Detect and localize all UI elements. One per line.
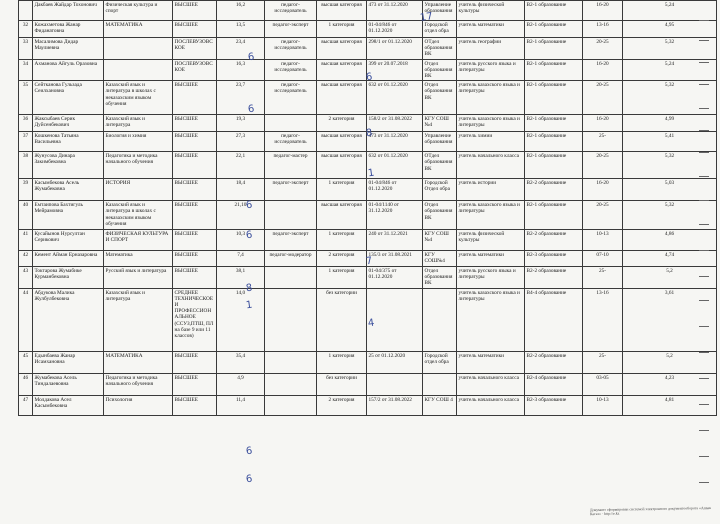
qualification: педагог-исследователь (265, 38, 317, 60)
position: учитель казахского языка и литературы (457, 288, 525, 351)
teacher-name: Жаксыбаев Серик Дуйсенбекович (33, 115, 104, 132)
category: без категории (317, 288, 367, 351)
experience-years: 11,4 (217, 395, 265, 415)
order-number: 01-04/846 от 01.12.2020 (367, 21, 423, 38)
issuing-body: ОТдел образования ВК (423, 152, 457, 179)
coefficient: 5,2 (623, 266, 717, 288)
issuing-body (423, 373, 457, 395)
row-number: 33 (19, 38, 33, 60)
specialty: Биология и химия (104, 132, 173, 152)
specialty: ИСТОРИЯ (104, 179, 173, 201)
experience-years: 18,4 (217, 179, 265, 201)
qualification (265, 201, 317, 230)
issuing-body: КГУ СОШ№4 (423, 251, 457, 266)
order-number: 632 от 01.12.2020 (367, 152, 423, 179)
position: учитель начального класса (457, 395, 525, 415)
education-level: ВЫСШЕЕ (173, 115, 217, 132)
handwritten-mark: 6 (365, 71, 374, 84)
experience-years: 16,2 (217, 1, 265, 21)
position: учитель математики (457, 21, 525, 38)
table-row (19, 373, 717, 395)
education-grade: В4-4 образование (525, 288, 583, 351)
qualification (265, 351, 317, 373)
qualification (265, 373, 317, 395)
order-number: 01-04/375 от 01.12.2020 (367, 266, 423, 288)
row-number: 39 (19, 179, 33, 201)
hours-range: 25- (583, 132, 623, 152)
teacher-name: Кемент Айман Ерназаровна (33, 251, 104, 266)
category: 2 категория (317, 395, 367, 415)
issuing-body: Городской Отдел обра (423, 179, 457, 201)
education-grade: В2-2 образование (525, 230, 583, 251)
issuing-body (423, 288, 457, 351)
category: 2 категория (317, 251, 367, 266)
table-row (19, 38, 717, 60)
order-number: 399 от 20.07.2018 (367, 59, 423, 81)
education-level: ВЫСШЕЕ (173, 1, 217, 21)
row-number: 42 (19, 251, 33, 266)
hours-range: 13-16 (583, 288, 623, 351)
teacher-name: Масалимова Дидар Маулиевна (33, 38, 104, 60)
issuing-body: Управление образования (423, 132, 457, 152)
education-level: ВЫСШЕЕ (173, 132, 217, 152)
experience-years: 21,10 (217, 201, 265, 230)
education-level: ВЫСШЕЕ (173, 395, 217, 415)
row-number: 38 (19, 152, 33, 179)
experience-years: 35,4 (217, 351, 265, 373)
qualification: педагог-исследователь (265, 1, 317, 21)
issuing-body: Городской отдел обра (423, 351, 457, 373)
table-row (19, 201, 717, 230)
category: высшая категория (317, 38, 367, 60)
hours-range: 10-13 (583, 230, 623, 251)
issuing-body: Городской отдел обра (423, 21, 457, 38)
handwritten-mark: 6 (245, 229, 254, 242)
hours-range: 10-13 (583, 395, 623, 415)
qualification: педагог-исследователь (265, 81, 317, 115)
hours-range: 20-25 (583, 201, 623, 230)
table-body (19, 1, 717, 416)
hours-range: 25- (583, 351, 623, 373)
table-row (19, 81, 717, 115)
coefficient: 5,24 (623, 59, 717, 81)
handwritten-mark: 17 (419, 11, 434, 24)
hours-range: 13-16 (583, 21, 623, 38)
education-grade: В2-1 образование (525, 21, 583, 38)
row-number: 43 (19, 266, 33, 288)
issuing-body: Отдел образования ВК (423, 201, 457, 230)
education-grade: В2-1 образование (525, 152, 583, 179)
coefficient: 4,81 (623, 395, 717, 415)
teacher-name: Молдакова Асел Касымбековна (33, 395, 104, 415)
order-number: 240 от 31.12.2021 (367, 230, 423, 251)
specialty: Психология (104, 395, 173, 415)
coefficient: 4,86 (623, 230, 717, 251)
row-number: 47 (19, 395, 33, 415)
hours-range: 20-25 (583, 81, 623, 115)
qualification: педагог-мастер (265, 152, 317, 179)
table-row (19, 1, 717, 21)
scan-edge-marks (697, 0, 711, 524)
coefficient: 5,41 (623, 132, 717, 152)
teacher-name: Сейтканова Гульзада Сеилхановна (33, 81, 104, 115)
issuing-body: КГУ СОШ 4 (423, 395, 457, 415)
teacher-name: Абдукова Малика Жулбулбековна (33, 288, 104, 351)
position: учитель математики (457, 251, 525, 266)
handwritten-mark: 1 (367, 167, 376, 180)
category: высшая категория (317, 81, 367, 115)
teacher-name: Кожахметова Жанар Фиданатовна (33, 21, 104, 38)
handwritten-mark: 6 (247, 51, 256, 64)
coefficient: 5,32 (623, 201, 717, 230)
position: учитель начального класса (457, 152, 525, 179)
position: учитель географии (457, 38, 525, 60)
position: учитель казахского языка и литературы (457, 115, 525, 132)
coefficient: 3,61 (623, 288, 717, 351)
position: учитель начального класса (457, 373, 525, 395)
specialty (104, 38, 173, 60)
coefficient: 5,32 (623, 152, 717, 179)
handwritten-mark: 7 (365, 255, 374, 268)
specialty: Казахский язык и литература (104, 115, 173, 132)
education-grade: В2-1 образование (525, 81, 583, 115)
hours-range: 20-25 (583, 38, 623, 60)
category: без категории (317, 373, 367, 395)
qualification (265, 288, 317, 351)
row-number: 40 (19, 201, 33, 230)
experience-years: 4,9 (217, 373, 265, 395)
experience-years: 10,3 (217, 230, 265, 251)
experience-years: 22,1 (217, 152, 265, 179)
qualification (265, 266, 317, 288)
position: учитель казахского языка и литературы (457, 201, 525, 230)
education-grade: В2-4 образование (525, 373, 583, 395)
position: учитель истории (457, 179, 525, 201)
teacher-name: Дакбаев Жайдар Тохонович (33, 1, 104, 21)
coefficient: 5,32 (623, 81, 717, 115)
position: учитель русского языка и литературы (457, 59, 525, 81)
education-grade: В2-3 образование (525, 251, 583, 266)
education-grade: В2-1 образование (525, 115, 583, 132)
education-level: ВЫСШЕЕ (173, 81, 217, 115)
order-number: 158/2 от 31.08.2022 (367, 115, 423, 132)
teacher-name: Касымбекова Асель Жумабековна (33, 179, 104, 201)
position: учитель физической культуры (457, 230, 525, 251)
hours-range: 07-10 (583, 251, 623, 266)
category: высшая категория (317, 152, 367, 179)
hours-range: 16-20 (583, 179, 623, 201)
qualification: педагог-эксперт (265, 21, 317, 38)
experience-years: 27,3 (217, 132, 265, 152)
handwritten-mark: 4 (367, 317, 376, 330)
issuing-body: КГУ СОШ №4 (423, 115, 457, 132)
hours-range: 16-20 (583, 1, 623, 21)
teacher-name: Кусайынов Нурсултан Серикович (33, 230, 104, 251)
teacher-name: Едынбаева Жанар Исамхановна (33, 351, 104, 373)
specialty: Педагогика и методика начального обучения (104, 152, 173, 179)
coefficient: 4,95 (623, 21, 717, 38)
table-row (19, 21, 717, 38)
education-grade: В2-1 образование (525, 59, 583, 81)
teacher-name: Кошкенова Татьяна Васильевна (33, 132, 104, 152)
education-grade: В2-1 образование (525, 201, 583, 230)
category: 1 категория (317, 21, 367, 38)
row-number (19, 1, 33, 21)
position: учитель математики (457, 351, 525, 373)
education-level: ПОСЛЕВУЗОВСКОЕ (173, 38, 217, 60)
experience-years: 13,5 (217, 21, 265, 38)
teacher-name: Жунусова Динара Закимбековна (33, 152, 104, 179)
education-grade: В2-2 образование (525, 266, 583, 288)
issuing-body: Отдел образования ВК (423, 59, 457, 81)
handwritten-mark: 6 (245, 445, 254, 458)
order-number: 157/2 от 31.08.2022 (367, 395, 423, 415)
education-level: ВЫСШЕЕ (173, 152, 217, 179)
coefficient: 5,2 (623, 351, 717, 373)
teacher-name: Емтаипова Бахтигуль Мейрамовна (33, 201, 104, 230)
row-number: 41 (19, 230, 33, 251)
experience-years: 23,4 (217, 38, 265, 60)
education-level: ВЫСШЕЕ (173, 266, 217, 288)
education-level: ВЫСШЕЕ (173, 179, 217, 201)
hours-range: 20-25 (583, 152, 623, 179)
order-number (367, 288, 423, 351)
row-number: 46 (19, 373, 33, 395)
specialty: Казахский язык и литература в школах с неказахским языком обучения (104, 201, 173, 230)
experience-years: 7,4 (217, 251, 265, 266)
experience-years: 14,0 (217, 288, 265, 351)
education-level: ВЫСШЕЕ (173, 351, 217, 373)
education-level: ВЫСШЕЕ (173, 21, 217, 38)
category: высшая категория (317, 59, 367, 81)
category: высшая категория (317, 1, 367, 21)
order-number: 298/1 от 01.12.2020 (367, 38, 423, 60)
issuing-body: КГУ СОШ №4 (423, 230, 457, 251)
qualification (265, 115, 317, 132)
handwritten-mark: 6 (247, 103, 256, 116)
qualification: педагог-исследователь (265, 132, 317, 152)
experience-years: 23,7 (217, 81, 265, 115)
education-level: ВЫСШЕЕ (173, 373, 217, 395)
education-grade: В2-3 образование (525, 395, 583, 415)
education-grade: В2-1 образование (525, 132, 583, 152)
coefficient: 5,03 (623, 179, 717, 201)
order-number: 135/3 от 31.08.2021 (367, 251, 423, 266)
experience-years: 19,3 (217, 115, 265, 132)
teacher-name: Жумабекова Асель Тиндалаевовна (33, 373, 104, 395)
coefficient: 4,23 (623, 373, 717, 395)
handwritten-mark: 1 (245, 299, 254, 312)
position: учитель физической культуры (457, 1, 525, 21)
handwritten-mark: 8 (365, 127, 374, 140)
table-row (19, 395, 717, 415)
education-level: ВЫСШЕЕ (173, 251, 217, 266)
qualification: педагог-модератор (265, 251, 317, 266)
table-row (19, 179, 717, 201)
education-grade: В2-2 образование (525, 351, 583, 373)
hours-range: 03-05 (583, 373, 623, 395)
issuing-body: Управление образования (423, 1, 457, 21)
experience-years: 16,3 (217, 59, 265, 81)
qualification: педагог-эксперт (265, 179, 317, 201)
coefficient: 4,99 (623, 115, 717, 132)
experience-years: 38,1 (217, 266, 265, 288)
teacher-name: Токтарова Жумабике Курманбековна (33, 266, 104, 288)
qualification: педагог-эксперт (265, 230, 317, 251)
row-number: 36 (19, 115, 33, 132)
specialty: Казахский язык и литература (104, 288, 173, 351)
hours-range: 16-20 (583, 59, 623, 81)
specialty: МАТЕМАТИКА (104, 21, 173, 38)
hours-range: 16-20 (583, 115, 623, 132)
category: 1 категория (317, 351, 367, 373)
education-level: ВЫСШЕЕ (173, 230, 217, 251)
order-number: 473 от 31.12.2020 (367, 1, 423, 21)
order-number: 632 от 01.12.2020 (367, 81, 423, 115)
education-level: ПОСЛЕВУЗОВСКОЕ (173, 59, 217, 81)
order-number (367, 373, 423, 395)
order-number: 25 от 01.12.2020 (367, 351, 423, 373)
qualification: педагог-исследователь (265, 59, 317, 81)
issuing-body: Отдел образования ВК (423, 81, 457, 115)
issuing-body: Отдел образования ВК (423, 266, 457, 288)
row-number: 34 (19, 59, 33, 81)
row-number: 32 (19, 21, 33, 38)
staff-table (18, 0, 717, 416)
row-number: 35 (19, 81, 33, 115)
coefficient: 5,24 (623, 1, 717, 21)
specialty: Русский язык и литература (104, 266, 173, 288)
specialty: МАТЕМАТИКА (104, 351, 173, 373)
table-row (19, 230, 717, 251)
specialty: ФИЗИЧЕСКАЯ КУЛЬТУРА И СПОРТ (104, 230, 173, 251)
handwritten-mark: 6 (245, 199, 254, 212)
education-grade: В2-1 образование (525, 38, 583, 60)
hours-range: 25- (583, 266, 623, 288)
table-row (19, 351, 717, 373)
position: учитель химии (457, 132, 525, 152)
specialty: Физическая культура и спорт (104, 1, 173, 21)
row-number: 45 (19, 351, 33, 373)
category: 1 категория (317, 266, 367, 288)
category: 2 категория (317, 115, 367, 132)
issuing-body: ОТдел образования ВК (423, 38, 457, 60)
order-number: 473 от 31.12.2020 (367, 132, 423, 152)
table-row (19, 266, 717, 288)
order-number: 01-04/846 от 01.12.2020 (367, 179, 423, 201)
specialty: Педагогика и методика начального обучения (104, 373, 173, 395)
handwritten-mark: 6 (245, 473, 254, 486)
teacher-name: Ахманова Айгуль Оразовна (33, 59, 104, 81)
qualification (265, 395, 317, 415)
education-level: СРЕДНЕЕ ТЕХНИЧЕСКОЕ И ПРОФЕССИОНАЛЬНОЕ (ССУЗ,ПТШ, ПЛ на базе 9 или 11 классов) (173, 288, 217, 351)
position: учитель русского языка и литературы (457, 266, 525, 288)
category: высшая категория (317, 201, 367, 230)
position: учитель казахского языка и литературы (457, 81, 525, 115)
category: 1 категория (317, 230, 367, 251)
education-grade: В2-1 образование (525, 1, 583, 21)
education-grade: В2-2 образование (525, 179, 583, 201)
coefficient: 4,74 (623, 251, 717, 266)
handwritten-mark: 8 (245, 282, 254, 295)
specialty: Казахский язык и литература в школах с неказахским языком обучения (104, 81, 173, 115)
coefficient: 5,32 (623, 38, 717, 60)
document-footer: Документ сформирован системой электронного документооборота «Ашык Кагаз» · http://e.kz (589, 506, 712, 517)
specialty: Математика (104, 251, 173, 266)
order-number: 01-04/1140 от 31.12.2020 (367, 201, 423, 230)
category: 1 категория (317, 179, 367, 201)
row-number: 37 (19, 132, 33, 152)
category: высшая категория (317, 132, 367, 152)
row-number: 44 (19, 288, 33, 351)
specialty (104, 59, 173, 81)
education-level: ВЫСШЕЕ (173, 201, 217, 230)
